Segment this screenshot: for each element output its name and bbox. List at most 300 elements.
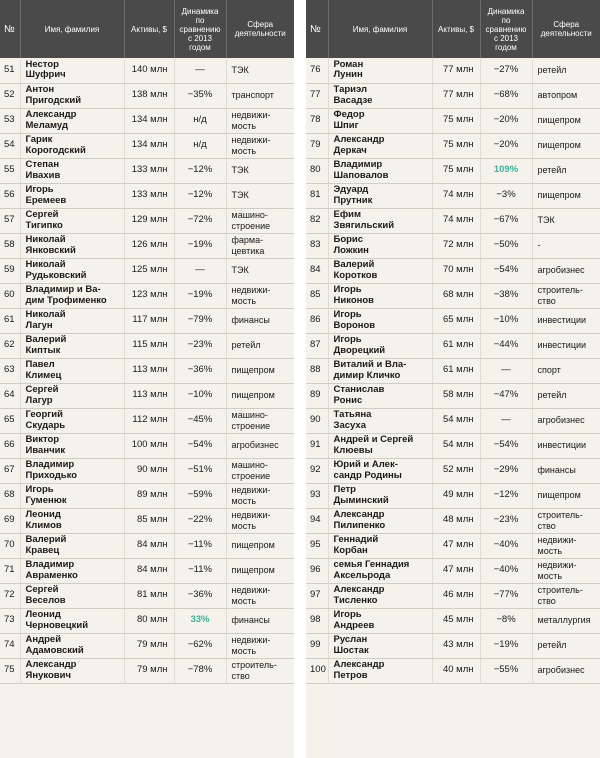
text-line: Прутник (333, 194, 373, 206)
sector-value (532, 108, 600, 133)
text-line: Дыминский (333, 494, 389, 506)
rank-number: 81 (306, 183, 328, 208)
sector-value (226, 208, 294, 233)
change-value: −10% (174, 383, 226, 408)
rank-number: 52 (0, 83, 20, 108)
text-line: цевтика (231, 245, 265, 256)
text-line: агробизнес (537, 415, 585, 426)
text-line: Игорь (333, 309, 362, 320)
rank-number: 74 (0, 633, 20, 658)
table-row (306, 533, 600, 558)
rank-number: 78 (306, 108, 328, 133)
change-value: −54% (480, 258, 532, 283)
sector-value (226, 658, 294, 683)
text-line: мость (231, 645, 257, 656)
text-line: Степан (25, 159, 60, 170)
sector-value (532, 283, 600, 308)
person-name (328, 133, 432, 158)
text-line: строитель- (537, 585, 583, 595)
text-line: Николай (25, 309, 66, 320)
text-line: спорт (537, 365, 561, 376)
text-line: Аксельрода (333, 569, 391, 581)
assets-value: 52 млн (432, 458, 480, 483)
text-line: Александр (25, 659, 77, 670)
sector-value (226, 183, 294, 208)
text-line: мость (537, 545, 563, 556)
change-value: −10% (480, 308, 532, 333)
person-name (328, 258, 432, 283)
text-line: Засуха (333, 419, 366, 431)
table-row (0, 283, 294, 308)
rank-number: 62 (0, 333, 20, 358)
table-row (306, 208, 600, 233)
assets-value: 74 млн (432, 208, 480, 233)
assets-value: 61 млн (432, 358, 480, 383)
ranking-table (306, 0, 600, 684)
person-name (328, 333, 432, 358)
text-line: недвижи- (231, 110, 271, 120)
assets-value: 134 млн (124, 108, 174, 133)
text-line: Адамовский (25, 644, 84, 656)
person-name (20, 133, 124, 158)
text-line: Александр (333, 134, 385, 145)
assets-value: 79 млн (124, 633, 174, 658)
text-line: Янковский (25, 244, 76, 256)
text-line: Петр (333, 484, 356, 495)
text-line: Лагун (25, 319, 53, 331)
text-line: недвижи- (231, 585, 271, 595)
text-line: Николай (25, 234, 66, 245)
change-value: −19% (174, 233, 226, 258)
change-value: −22% (174, 508, 226, 533)
text-line: мость (231, 495, 257, 506)
change-value: −67% (480, 208, 532, 233)
table-row (0, 333, 294, 358)
rank-number: 60 (0, 283, 20, 308)
header-sector: Сфера деятельности (532, 0, 600, 58)
sector-value (532, 458, 600, 483)
text-line: Александр (25, 109, 77, 120)
sector-value (226, 633, 294, 658)
text-line: Пригодский (25, 94, 82, 106)
change-value: н/д (174, 108, 226, 133)
text-line: Киптык (25, 344, 61, 356)
table-row (0, 358, 294, 383)
table-row (0, 583, 294, 608)
text-line: пищепром (231, 365, 275, 376)
text-line: ретейл (537, 640, 567, 651)
change-value: −36% (174, 583, 226, 608)
header-name: Имя, фамилия (20, 0, 124, 58)
table-row (0, 83, 294, 108)
assets-value: 117 млн (124, 308, 174, 333)
rank-number: 80 (306, 158, 328, 183)
person-name (328, 183, 432, 208)
sector-value (532, 408, 600, 433)
text-line: Дворецкий (333, 344, 386, 356)
rank-number: 72 (0, 583, 20, 608)
person-name (328, 158, 432, 183)
text-line: Шаповалов (333, 169, 389, 181)
header-assets: Активы, $ (432, 0, 480, 58)
person-name (20, 308, 124, 333)
table-row (0, 558, 294, 583)
assets-value: 113 млн (124, 383, 174, 408)
sector-value (532, 58, 600, 83)
text-line: Петров (333, 669, 368, 681)
assets-value: 68 млн (432, 283, 480, 308)
assets-value: 47 млн (432, 558, 480, 583)
change-value: 33% (174, 608, 226, 633)
assets-value: 140 млн (124, 58, 174, 83)
sector-value (226, 583, 294, 608)
text-line: Рудьковский (25, 269, 87, 281)
text-line: машино- (231, 460, 268, 470)
person-name (20, 633, 124, 658)
person-name (328, 83, 432, 108)
rank-number: 82 (306, 208, 328, 233)
sector-value (532, 508, 600, 533)
rank-number: 71 (0, 558, 20, 583)
table-row (0, 133, 294, 158)
table-row (306, 658, 600, 683)
text-line: мость (231, 520, 257, 531)
sector-value (226, 458, 294, 483)
assets-value: 129 млн (124, 208, 174, 233)
assets-value: 112 млн (124, 408, 174, 433)
table-row (306, 508, 600, 533)
change-value: −8% (480, 608, 532, 633)
text-line: финансы (537, 465, 576, 476)
table-row (0, 658, 294, 683)
change-value: −59% (174, 483, 226, 508)
assets-value: 49 млн (432, 483, 480, 508)
rank-number: 57 (0, 208, 20, 233)
table-row (306, 458, 600, 483)
rank-number: 87 (306, 333, 328, 358)
text-line: Ложкин (333, 244, 369, 256)
text-line: Никонов (333, 294, 375, 306)
rank-number: 67 (0, 458, 20, 483)
change-value: −40% (480, 558, 532, 583)
person-name (20, 533, 124, 558)
change-value: −20% (480, 133, 532, 158)
sector-value (226, 308, 294, 333)
text-line: Андрей и Сергей (333, 434, 414, 445)
person-name (328, 533, 432, 558)
change-value: 109% (480, 158, 532, 183)
text-line: Ивахив (25, 169, 61, 181)
change-value: −79% (174, 308, 226, 333)
sector-value (532, 308, 600, 333)
text-line: Леонид (25, 609, 61, 620)
header-change: Динамика по сравнению с 2013 годом (174, 0, 226, 58)
text-line: Сергей (25, 384, 59, 395)
sector-value (226, 358, 294, 383)
text-line: пищепром (537, 115, 581, 126)
text-line: Валерий (333, 259, 375, 270)
change-value: −3% (480, 183, 532, 208)
text-line: Эдуард (333, 184, 369, 195)
text-line: Сергей (25, 209, 59, 220)
table-row (306, 433, 600, 458)
change-value: −45% (174, 408, 226, 433)
change-value: — (480, 358, 532, 383)
text-line: Ронис (333, 394, 363, 406)
rank-number: 69 (0, 508, 20, 533)
text-line: Федор (333, 109, 365, 120)
change-value: −27% (480, 58, 532, 83)
header-num: № (306, 0, 328, 58)
text-line: Виктор (25, 434, 60, 445)
person-name (20, 658, 124, 683)
text-line: финансы (231, 315, 270, 326)
sector-value (532, 358, 600, 383)
change-value: −38% (480, 283, 532, 308)
text-line: ство (537, 595, 556, 606)
assets-value: 45 млн (432, 608, 480, 633)
table-row (0, 208, 294, 233)
text-line: Еремеев (25, 194, 67, 206)
text-line: семья Геннадия (333, 559, 410, 570)
sector-value (532, 333, 600, 358)
text-line: Климец (25, 369, 62, 381)
assets-value: 54 млн (432, 433, 480, 458)
sector-value (532, 583, 600, 608)
rank-number: 70 (0, 533, 20, 558)
assets-value: 65 млн (432, 308, 480, 333)
sector-value (532, 83, 600, 108)
ranking-table (0, 0, 294, 684)
text-line: агробизнес (537, 265, 585, 276)
ranking-table-right (306, 0, 600, 758)
rank-number: 51 (0, 58, 20, 83)
change-value: — (480, 408, 532, 433)
rank-number: 93 (306, 483, 328, 508)
text-line: Игорь (333, 609, 362, 620)
text-line: Борис (333, 234, 364, 245)
text-line: автопром (537, 90, 578, 101)
table-row (306, 333, 600, 358)
text-line: Гарик (25, 134, 53, 145)
table-row (306, 158, 600, 183)
sector-value (532, 383, 600, 408)
text-line: мость (231, 120, 257, 131)
text-line: Клюевы (333, 444, 373, 456)
text-line: Владимир (25, 559, 75, 570)
person-name (20, 508, 124, 533)
person-name (20, 283, 124, 308)
change-value: −77% (480, 583, 532, 608)
change-value: — (174, 58, 226, 83)
change-value: −12% (480, 483, 532, 508)
assets-value: 75 млн (432, 133, 480, 158)
sector-value (532, 483, 600, 508)
sector-value (532, 633, 600, 658)
text-line: Авраменко (25, 569, 78, 581)
text-line: ретейл (537, 390, 567, 401)
table-row (0, 258, 294, 283)
change-value: −11% (174, 558, 226, 583)
rank-number: 58 (0, 233, 20, 258)
text-line: мость (231, 145, 257, 156)
text-line: Звягильский (333, 219, 395, 231)
assets-value: 133 млн (124, 158, 174, 183)
person-name (328, 608, 432, 633)
person-name (328, 58, 432, 83)
change-value: −23% (174, 333, 226, 358)
table-body (306, 58, 600, 683)
rank-number: 100 (306, 658, 328, 683)
person-name (20, 358, 124, 383)
person-name (328, 483, 432, 508)
text-line: Веселов (25, 594, 66, 606)
text-line: недвижи- (231, 285, 271, 295)
text-line: инвестиции (537, 340, 587, 351)
text-line: Васадзе (333, 94, 373, 106)
text-line: Игорь (333, 334, 362, 345)
text-line: ретейл (537, 65, 567, 75)
table-row (306, 633, 600, 658)
rank-number: 68 (0, 483, 20, 508)
text-line: Руслан (333, 634, 368, 645)
rank-number: 66 (0, 433, 20, 458)
text-line: ретейл (231, 340, 261, 351)
assets-value: 46 млн (432, 583, 480, 608)
person-name (328, 558, 432, 583)
table-row (306, 233, 600, 258)
table-row (306, 283, 600, 308)
sector-value (226, 408, 294, 433)
table-row (306, 583, 600, 608)
table-row (0, 433, 294, 458)
person-name (328, 283, 432, 308)
header-change: Динамика по сравнению с 2013 годом (480, 0, 532, 58)
rank-number: 63 (0, 358, 20, 383)
rank-number: 76 (306, 58, 328, 83)
sector-value (226, 158, 294, 183)
person-name (20, 83, 124, 108)
assets-value: 75 млн (432, 108, 480, 133)
text-line: Станислав (333, 384, 385, 395)
change-value: −19% (480, 633, 532, 658)
assets-value: 47 млн (432, 533, 480, 558)
change-value: −29% (480, 458, 532, 483)
sector-value (226, 333, 294, 358)
person-name (20, 408, 124, 433)
text-line: инвестиции (537, 440, 587, 451)
rank-number: 73 (0, 608, 20, 633)
change-value: н/д (174, 133, 226, 158)
rank-number: 75 (0, 658, 20, 683)
text-line: Антон (25, 84, 55, 95)
text-line: пищепром (231, 540, 275, 551)
person-name (328, 458, 432, 483)
header-sector: Сфера деятельности (226, 0, 294, 58)
sector-value (532, 433, 600, 458)
text-line: Сергей (25, 584, 59, 595)
text-line: Скударь (25, 419, 66, 431)
text-line: Роман (333, 58, 364, 70)
text-line: Шостак (333, 644, 369, 656)
person-name (328, 508, 432, 533)
ranking-table-left (0, 0, 294, 758)
text-line: Александр (333, 509, 385, 520)
person-name (328, 383, 432, 408)
rank-number: 65 (0, 408, 20, 433)
assets-value: 80 млн (124, 608, 174, 633)
text-line: Корбан (333, 544, 368, 556)
text-line: Корогодский (25, 144, 86, 156)
text-line: ство (231, 670, 250, 681)
change-value: −23% (480, 508, 532, 533)
text-line: пищепром (231, 390, 275, 401)
text-line: транспорт (231, 90, 274, 101)
assets-value: 58 млн (432, 383, 480, 408)
assets-value: 134 млн (124, 133, 174, 158)
text-line: Пилипенко (333, 519, 386, 531)
sector-value (532, 158, 600, 183)
rank-number: 77 (306, 83, 328, 108)
text-line: Валерий (25, 534, 67, 545)
text-line: Воронов (333, 319, 376, 331)
sector-value (532, 658, 600, 683)
table-row (0, 308, 294, 333)
text-line: недвижи- (231, 135, 271, 145)
text-line: Шуфрич (25, 69, 66, 81)
text-line: димир Кличко (333, 369, 401, 381)
table-body (0, 58, 294, 683)
text-line: - (537, 240, 541, 251)
change-value: −47% (480, 383, 532, 408)
rank-number: 97 (306, 583, 328, 608)
assets-value: 89 млн (124, 483, 174, 508)
table-row (0, 608, 294, 633)
text-line: Валерий (25, 334, 67, 345)
text-line: строение (231, 470, 271, 481)
text-line: Владимир (25, 459, 75, 470)
assets-value: 43 млн (432, 633, 480, 658)
person-name (20, 208, 124, 233)
text-line: Тариэл (333, 84, 368, 95)
text-line: инвестиции (537, 315, 587, 326)
header-name: Имя, фамилия (328, 0, 432, 58)
table-row (0, 158, 294, 183)
change-value: −36% (174, 358, 226, 383)
text-line: Владимир и Ва- (25, 284, 101, 295)
table-row (306, 108, 600, 133)
rank-number: 64 (0, 383, 20, 408)
text-line: мость (537, 570, 563, 581)
text-line: Виталий и Вла- (333, 359, 407, 370)
person-name (328, 108, 432, 133)
text-line: Георгий (25, 409, 63, 420)
sector-value (532, 133, 600, 158)
text-line: недвижи- (537, 560, 577, 570)
rank-number: 86 (306, 308, 328, 333)
assets-value: 115 млн (124, 333, 174, 358)
text-line: Ефим (333, 209, 362, 220)
change-value: −51% (174, 458, 226, 483)
text-line: Приходько (25, 469, 77, 481)
text-line: сандр Родины (333, 469, 402, 481)
person-name (20, 233, 124, 258)
text-line: пищепром (231, 565, 275, 576)
assets-value: 40 млн (432, 658, 480, 683)
text-line: недвижи- (231, 635, 271, 645)
text-line: Юрий и Алек- (333, 459, 398, 470)
sector-value (226, 558, 294, 583)
